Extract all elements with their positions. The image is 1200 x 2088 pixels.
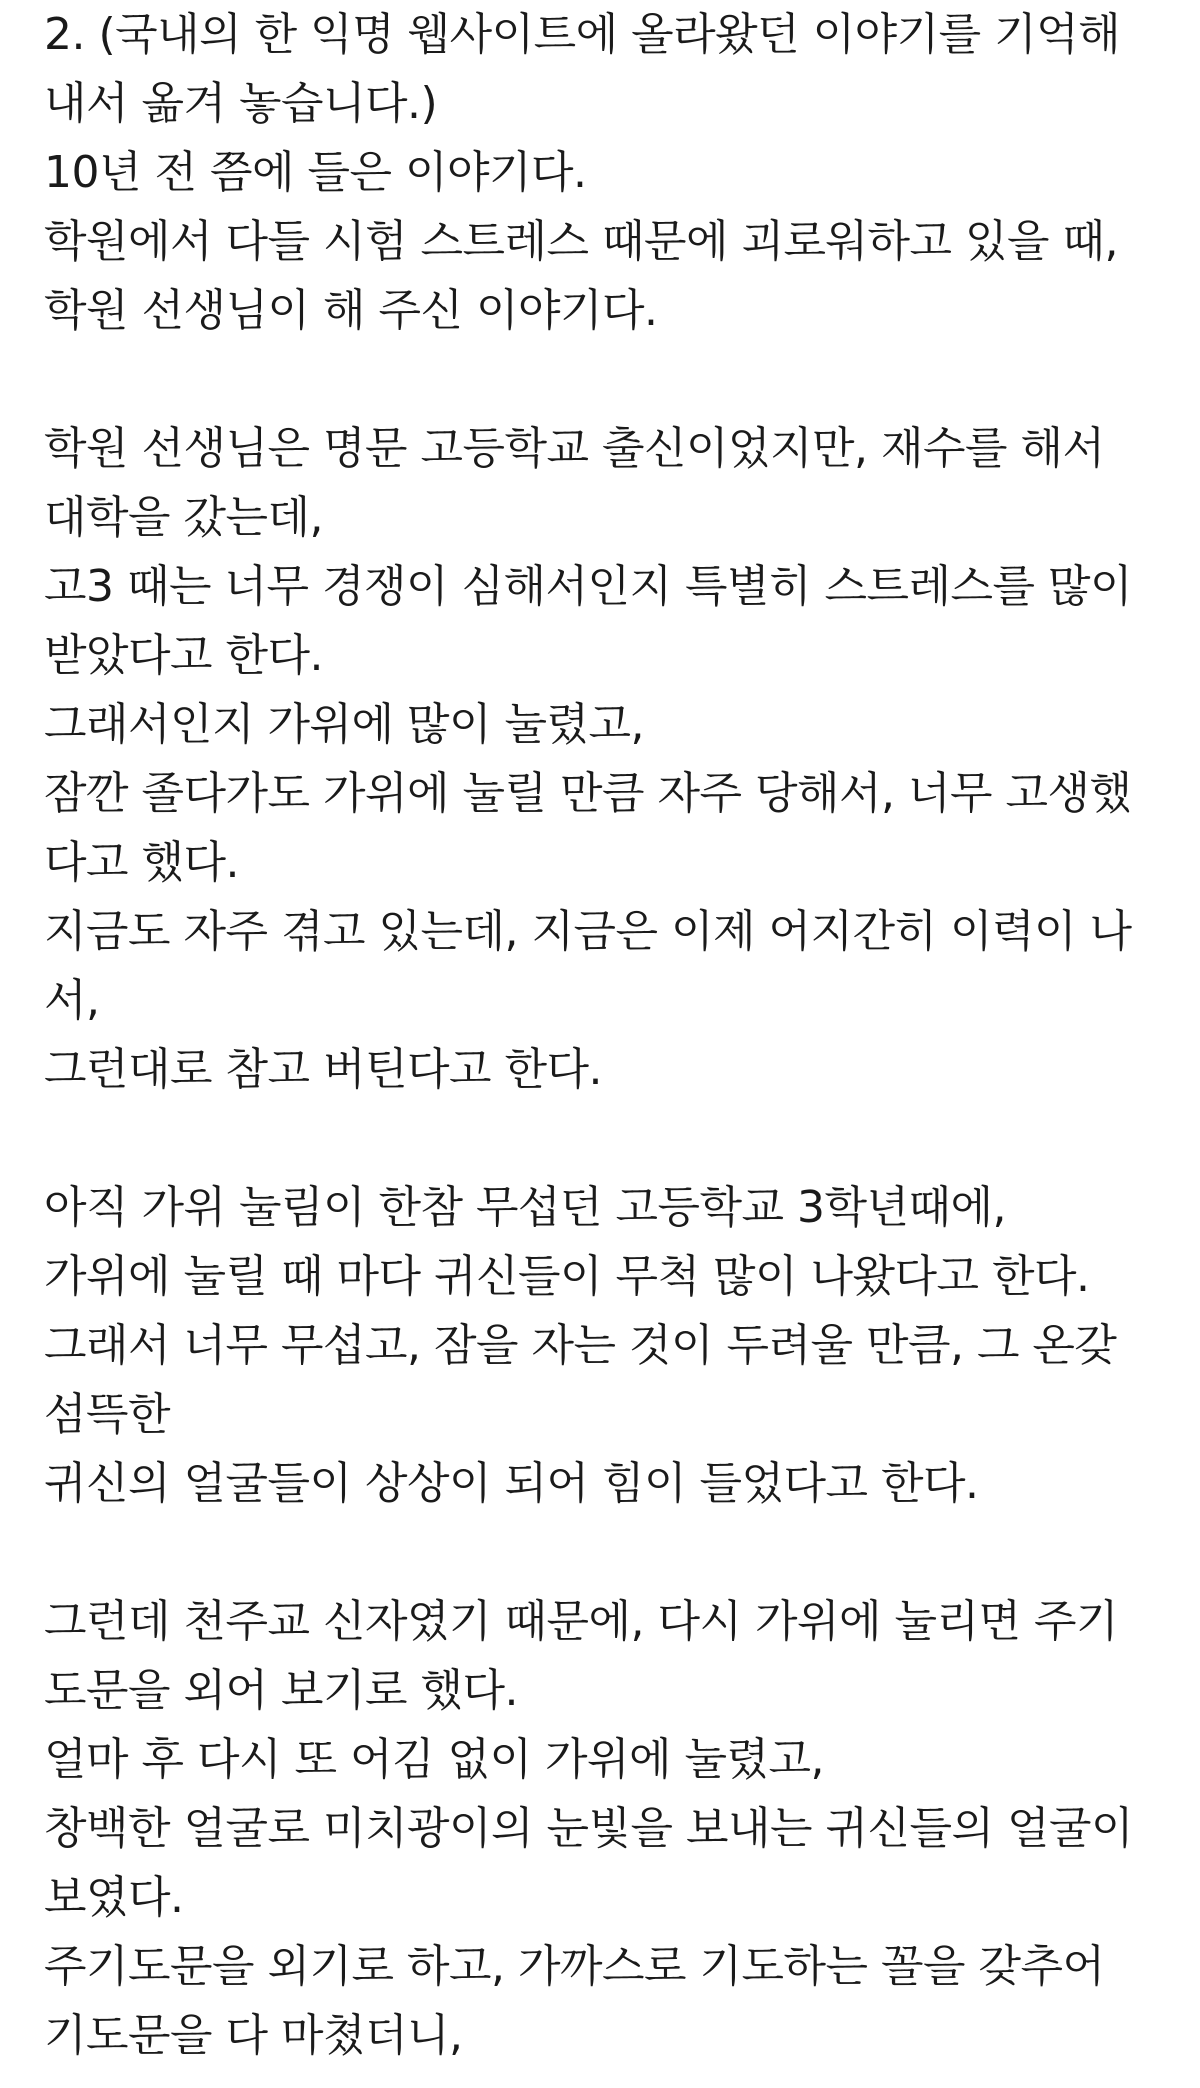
text-line: 도문을 외어 보기로 했다. (44, 1665, 518, 1716)
text-line: 아직 가위 눌림이 한참 무섭던 고등학교 3학년때에, (44, 1182, 1006, 1233)
text-line: 가위에 눌릴 때 마다 귀신들이 무척 많이 나왔다고 한다. (44, 1251, 1090, 1302)
text-line: 10년 전 쯤에 들은 이야기다. (44, 147, 587, 198)
text-line: 그런대로 참고 버틴다고 한다. (44, 1044, 602, 1095)
text-line: 고3 때는 너무 경쟁이 심해서인지 특별히 스트레스를 많이 (44, 561, 1132, 612)
text-line: 지금도 자주 겪고 있는데, 지금은 이제 어지간히 이력이 나 (44, 906, 1132, 957)
paragraph-1 (44, 0, 1174, 345)
story-document (44, 0, 1174, 2070)
text-line: 학원 선생님은 명문 고등학교 출신이었지만, 재수를 해서 (44, 423, 1105, 474)
text-line: 그래서인지 가위에 많이 눌렸고, (44, 699, 644, 750)
text-line: 보였다. (44, 1872, 184, 1923)
text-line: 대학을 갔는데, (44, 492, 323, 543)
text-line: 그런데 천주교 신자였기 때문에, 다시 가위에 눌리면 주기 (44, 1596, 1118, 1647)
text-line: 기도문을 다 마쳤더니, (44, 2010, 463, 2061)
text-line: 서, (44, 975, 100, 1026)
text-line: 내서 옮겨 놓습니다.) (44, 78, 438, 129)
paragraph-4 (44, 1587, 1174, 2070)
paragraph-3 (44, 1173, 1174, 1518)
text-line: 주기도문을 외기로 하고, 가까스로 기도하는 꼴을 갖추어 (44, 1941, 1105, 1992)
paragraph-2 (44, 414, 1174, 1104)
paragraph-gap (44, 1518, 1174, 1587)
text-line: 귀신의 얼굴들이 상상이 되어 힘이 들었다고 한다. (44, 1458, 979, 1509)
text-line: 잠깐 졸다가도 가위에 눌릴 만큼 자주 당해서, 너무 고생했 (44, 768, 1132, 819)
text-line: 창백한 얼굴로 미치광이의 눈빛을 보내는 귀신들의 얼굴이 (44, 1803, 1134, 1854)
paragraph-gap (44, 345, 1174, 414)
text-line: 섬뜩한 (44, 1389, 171, 1440)
text-line: 학원 선생님이 해 주신 이야기다. (44, 285, 658, 336)
paragraph-gap (44, 1104, 1174, 1173)
text-line: 학원에서 다들 시험 스트레스 때문에 괴로워하고 있을 때, (44, 216, 1118, 267)
text-line: 2. (국내의 한 익명 웹사이트에 올라왔던 이야기를 기억해 (44, 9, 1121, 60)
text-line: 다고 했다. (44, 837, 239, 888)
text-line: 받았다고 한다. (44, 630, 323, 681)
text-line: 그래서 너무 무섭고, 잠을 자는 것이 두려울 만큼, 그 온갖 (44, 1320, 1117, 1371)
text-line: 얼마 후 다시 또 어김 없이 가위에 눌렸고, (44, 1734, 824, 1785)
